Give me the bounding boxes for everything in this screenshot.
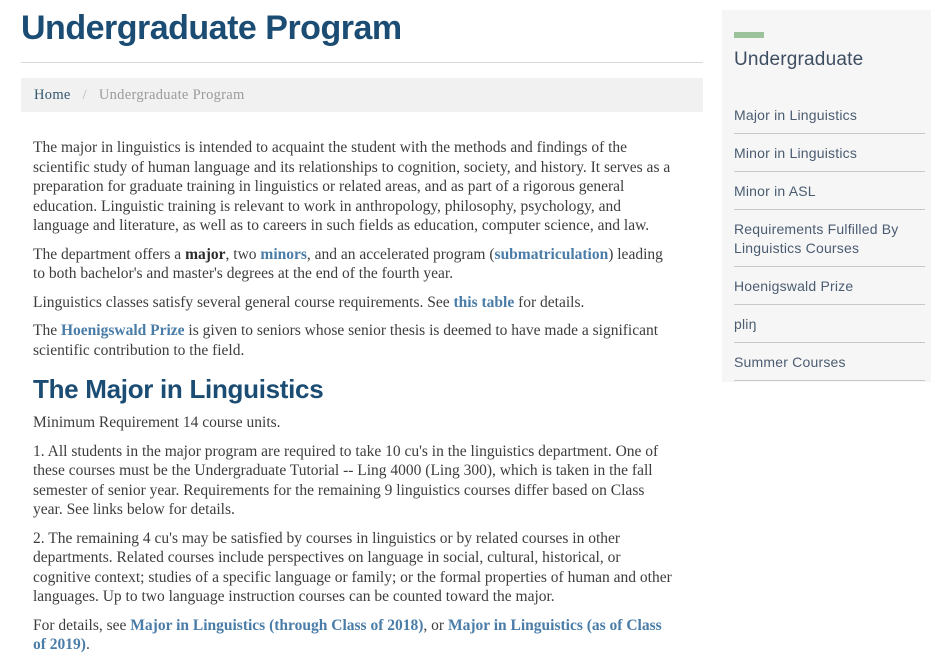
hoenigswald-prize-link[interactable]: Hoenigswald Prize (60, 322, 185, 339)
major-through-2018-link[interactable]: Major in Linguistics (through Class of 2018) (130, 616, 424, 634)
intro-paragraph: The major in linguistics is intended to acquaint the student with the methods and findings of the scientific study of human language and its relationships to cognition, society, and history. It serves as a preparation for graduate training in linguistics or related areas, and as part of a rigorous general education. Linguistic training is relevant to work in anthropology, philosophy, psychology, and language and literature, as well as to careers in such fields as education, computer science, and law. (33, 139, 671, 234)
article-body (21, 112, 703, 655)
text-segment: The (33, 322, 61, 339)
text-segment: ) leading to both bachelor's and master's degrees at the end of the fourth year. (33, 245, 663, 282)
minimum-requirement-text: Minimum Requirement 14 course units. (33, 414, 281, 431)
major-bold-text: major (185, 245, 226, 263)
text-segment: is given to seniors whose senior thesis is deemed to have made a significant scientific contribution to the field. (33, 322, 659, 359)
details-paragraph (33, 616, 675, 655)
prize-paragraph (33, 321, 675, 360)
text-segment: , or (423, 616, 448, 634)
requirement-2-paragraph: 2. The remaining 4 cu's may be satisfied by courses in linguistics or by related courses in other departments. Related courses include perspectives on language in social, cultural, historical, or cognitive context; studies of a specific language or family; or the formal properties of human and other languages. Up to two language instruction courses can be counted toward the major. (33, 529, 672, 605)
gen-requirements-paragraph (33, 293, 675, 313)
sidebar-nav (734, 96, 925, 381)
text-segment: For details, see (33, 616, 131, 634)
text-segment: , two (225, 245, 261, 263)
section-heading-major: The Major in Linguistics (33, 374, 324, 404)
sidebar-accent-bar (734, 32, 764, 38)
text-segment: Linguistics classes satisfy several general course requirements. See (33, 293, 454, 311)
sidebar-heading: Undergraduate (734, 49, 864, 70)
this-table-link[interactable]: this table (453, 293, 515, 311)
sidebar-item-hoenigswald-prize[interactable]: Hoenigswald Prize (734, 267, 925, 305)
main-content (21, 0, 703, 664)
sidebar-item-minor-in-asl[interactable]: Minor in ASL (734, 172, 925, 210)
sidebar-item-requirements-fulfilled[interactable]: Requirements Fulfilled By Linguistics Courses (734, 210, 925, 267)
sidebar-item-minor-in-linguistics[interactable]: Minor in Linguistics (734, 134, 925, 172)
requirement-1-paragraph: 1. All students in the major program are required to take 10 cu's in the linguistics department. One of these courses must be the Undergraduate Tutorial -- Ling 4000 (Ling 300), which is taken in the fall semester of senior year. Requirements for the remaining 9 linguistics courses differ based on Class year. See links below for details. (33, 442, 659, 518)
page-title: Undergraduate Program (21, 9, 402, 47)
programs-paragraph (33, 245, 675, 284)
sidebar-item-pling[interactable]: pliŋ (734, 305, 925, 343)
text-segment: , and an accelerated program ( (306, 245, 495, 263)
sidebar-item-summer-courses[interactable]: Summer Courses (734, 343, 925, 381)
text-segment: The department offers a (33, 245, 186, 263)
title-divider (21, 62, 703, 63)
breadcrumb-home-link[interactable]: Home (34, 87, 71, 103)
text-segment: for details. (514, 293, 585, 311)
major-as-of-2019-link[interactable]: Major in Linguistics (as of Class of 2019) (33, 616, 662, 653)
breadcrumb-separator: / (82, 87, 87, 103)
breadcrumb (21, 78, 703, 112)
minors-link[interactable]: minors (260, 245, 307, 263)
sidebar (722, 10, 931, 382)
text-segment: . (85, 636, 90, 653)
sidebar-item-major-in-linguistics[interactable]: Major in Linguistics (734, 96, 925, 134)
submatriculation-link[interactable]: submatriculation (494, 245, 609, 263)
breadcrumb-current-page: Undergraduate Program (98, 87, 245, 103)
